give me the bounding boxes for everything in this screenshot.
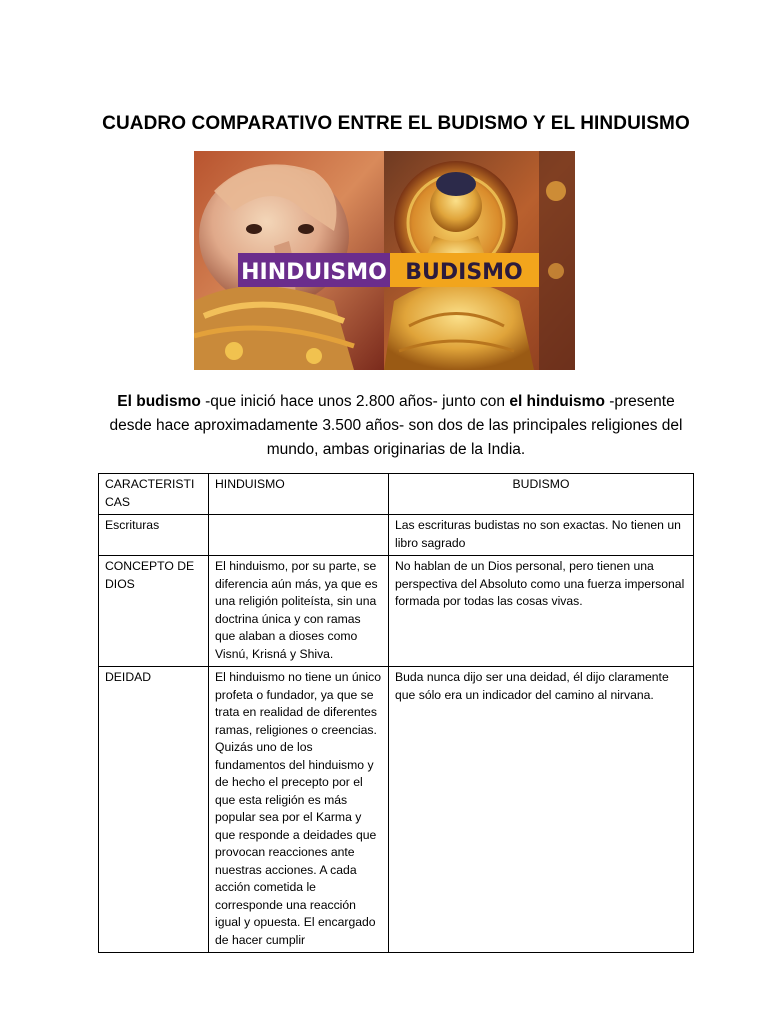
- intro-bold-hinduismo: el hinduismo: [509, 393, 605, 410]
- header-budismo: BUDISMO: [389, 474, 694, 515]
- hero-image: [194, 151, 575, 370]
- row-budismo: Las escrituras budistas no son exactas. No tienen un libro sagrado: [389, 515, 694, 556]
- table-row: [99, 556, 694, 667]
- header-caracteristicas: CARACTERISTICAS: [99, 474, 209, 515]
- row-hinduismo: [209, 515, 389, 556]
- intro-paragraph: [98, 390, 694, 462]
- comparison-table: [98, 473, 694, 953]
- budismo-label: BUDISMO: [405, 260, 523, 285]
- row-label: DEIDAD: [99, 667, 209, 953]
- table-header-row: [99, 474, 694, 515]
- row-hinduismo: El hinduismo, por su parte, se diferencia aún más, ya que es una religión politeísta, sin una doctrina única y con ramas que alaban a dioses como Visnú, Krisná y Shiva.: [209, 556, 389, 667]
- header-hinduismo: HINDUISMO: [209, 474, 389, 515]
- row-label: Escrituras: [99, 515, 209, 556]
- hinduismo-label: HINDUISMO: [241, 260, 387, 285]
- intro-text-2: -presente desde hace aproximadamente 3.500 años- son dos de las principales religiones del mundo, ambas originarias de la India.: [109, 393, 683, 458]
- table-row: [99, 667, 694, 953]
- row-budismo: No hablan de un Dios personal, pero tienen una perspectiva del Absoluto como una fuerza impersonal formada por todas las cosas vivas.: [389, 556, 694, 667]
- intro-bold-budismo: El budismo: [117, 393, 201, 410]
- row-budismo: Buda nunca dijo ser una deidad, él dijo claramente que sólo era un indicador del camino al nirvana.: [389, 667, 694, 953]
- row-hinduismo: El hinduismo no tiene un único profeta o fundador, ya que se trata en realidad de diferentes ramas, religiones o creencias. Quizás uno de los fundamentos del hinduismo y de hecho el precepto por el que esta religión es más popular sea por el Karma y que responde a deidades que provocan reacciones ante nuestras acciones. A cada acción cometida le corresponde una reacción igual y opuesta. El encargado de hacer cumplir: [209, 667, 389, 953]
- row-label: CONCEPTO DE DIOS: [99, 556, 209, 667]
- table-row: [99, 515, 694, 556]
- page-title: CUADRO COMPARATIVO ENTRE EL BUDISMO Y EL HINDUISMO: [102, 113, 690, 134]
- intro-text-1: -que inició hace unos 2.800 años- junto con: [200, 393, 510, 410]
- hindu-buddha-illustration: [194, 151, 575, 370]
